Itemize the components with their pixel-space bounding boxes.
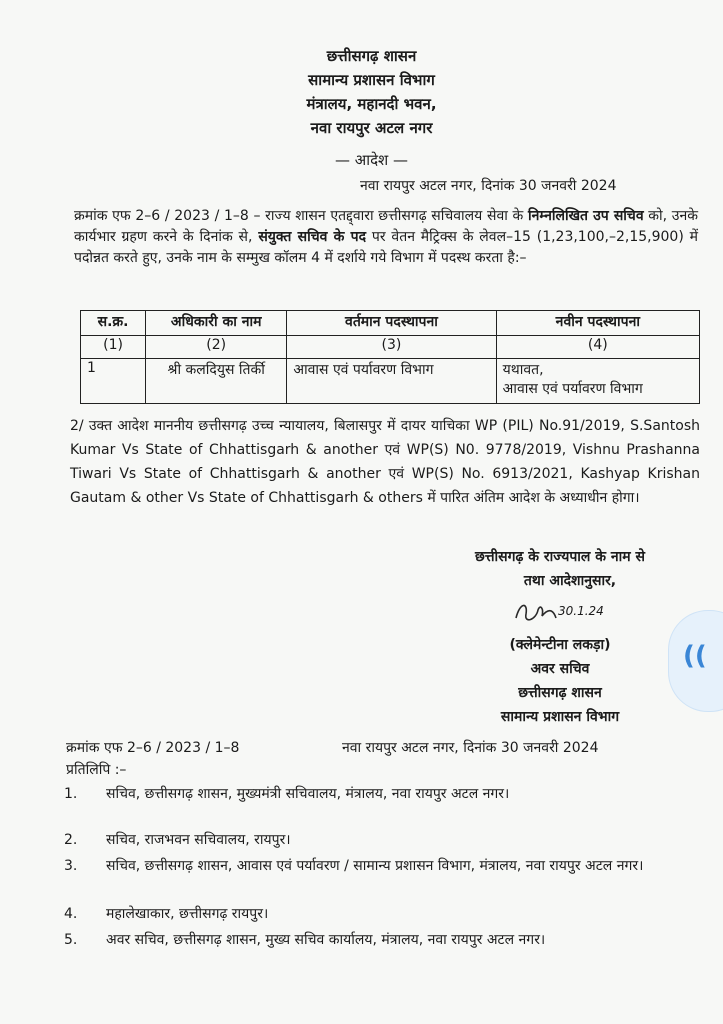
list-item: [64, 784, 704, 824]
header-ministry: मंत्रालय, महानदी भवन,: [306, 95, 437, 113]
para1-bold-1: निम्नलिखित उप सचिव: [527, 208, 644, 224]
signature-date: 30.1.24: [558, 604, 604, 618]
floating-overlay-button[interactable]: [668, 610, 723, 712]
order-paragraph-2: 2/ उक्त आदेश माननीय छत्तीसगढ़ उच्च न्यायालय, बिलासपुर में दायर याचिका WP (PIL) No.91/2019, S.Santosh Kumar Vs State of Chhattisgarh & another एवं WP(S) N0. 9778/2019, Vishnu Prashanna Tiwari Vs State of Chhattisgarh & another एवं WP(S) No. 6913/2021, Kashyap Krishan Gautam & other Vs State of Chhattisgarh & others में पारित अंतिम आदेश के अध्याधीन होगा।: [70, 418, 700, 506]
para1-text-2: को, उनके कार्यभार ग्रहण करने के दिनांक से,: [74, 208, 698, 245]
table-cell-name: श्री कलदियुस तिर्की: [146, 359, 287, 404]
table-row: [81, 359, 700, 404]
para1-bold-2: संयुक्त सचिव के पद: [258, 229, 367, 245]
list-item-text: सचिव, छत्तीसगढ़ शासन, आवास एवं पर्यावरण / सामान्य प्रशासन विभाग, मंत्रालय, नवा रायपुर अटल नगर।: [106, 858, 644, 874]
handwritten-signature: [510, 598, 620, 628]
list-item-number: 3.: [64, 858, 78, 874]
order-place-date: नवा रायपुर अटल नगर, दिनांक 30 जनवरी 2024: [360, 178, 617, 194]
list-item-number: 1.: [64, 786, 78, 802]
table-header-name: अधिकारी का नाम: [146, 311, 287, 336]
list-item: [64, 856, 704, 896]
table-cell-new: [496, 359, 699, 404]
para1-text-1: क्रमांक एफ 2–6 / 2023 / 1–8 – राज्य शासन एतद्द्वारा छत्तीसगढ़ सचिवालय सेवा के: [74, 208, 528, 224]
table-number-2: (2): [146, 336, 287, 359]
endorsement-copy-to: प्रतिलिपि :–: [66, 762, 127, 778]
table-cell-new-line1: यथावत,: [502, 362, 544, 378]
signature-authority-line1: छत्तीसगढ़ के राज्यपाल के नाम से: [475, 549, 645, 565]
list-item: [64, 830, 704, 850]
list-item-number: 5.: [64, 932, 78, 948]
posting-table: [80, 310, 700, 404]
signatory-office: छत्तीसगढ़ शासन: [518, 685, 602, 701]
list-item-number: 2.: [64, 832, 78, 848]
header-government: छत्तीसगढ़ शासन: [326, 47, 417, 65]
header-city: नवा रायपुर अटल नगर: [310, 119, 433, 137]
signatory-name: (क्लेमेन्टीना लकड़ा): [509, 637, 611, 653]
table-number-row: [81, 336, 700, 359]
table-number-1: (1): [81, 336, 146, 359]
table-cell-current: आवास एवं पर्यावरण विभाग: [287, 359, 496, 404]
table-cell-new-line2: आवास एवं पर्यावरण विभाग: [502, 381, 643, 397]
endorsement-place-date: नवा रायपुर अटल नगर, दिनांक 30 जनवरी 2024: [342, 740, 599, 756]
signatory-designation: अवर सचिव: [530, 661, 590, 677]
list-item: [64, 904, 704, 924]
signature-authority-line2: तथा आदेशानुसार,: [523, 573, 617, 589]
signatory-department: सामान्य प्रशासन विभाग: [500, 709, 620, 725]
header-department: सामान्य प्रशासन विभाग: [308, 71, 435, 89]
table-header-row: [81, 311, 700, 336]
list-item: [64, 930, 704, 970]
list-item-text: सचिव, छत्तीसगढ़ शासन, मुख्यमंत्री सचिवालय, मंत्रालय, नवा रायपुर अटल नगर।: [106, 786, 510, 802]
list-item-text: सचिव, राजभवन सचिवालय, रायपुर।: [106, 832, 291, 848]
order-paragraph-1: [74, 206, 698, 269]
table-header-new: नवीन पदस्थापना: [496, 311, 699, 336]
endorsement-ref: क्रमांक एफ 2–6 / 2023 / 1–8: [66, 740, 240, 756]
sound-wave-icon: ((: [683, 641, 707, 671]
table-cell-sno: 1: [81, 359, 146, 404]
para1-text-3: पर वेतन मैट्रिक्स के लेवल–15 (1,23,100,–2,15,900) में पदोन्नत करते हुए, उनके नाम के सम्मुख कॉलम 4 में दर्शाये गये विभाग में पदस्थ करता है:–: [74, 229, 699, 266]
order-title: — आदेश —: [334, 151, 409, 169]
table-header-sno: स.क्र.: [81, 311, 146, 336]
list-item-number: 4.: [64, 906, 78, 922]
table-header-current: वर्तमान पदस्थापना: [287, 311, 496, 336]
list-item-text: महालेखाकार, छत्तीसगढ़ रायपुर।: [106, 906, 269, 922]
table-number-3: (3): [287, 336, 496, 359]
table-number-4: (4): [496, 336, 699, 359]
list-item-text: अवर सचिव, छत्तीसगढ़ शासन, मुख्य सचिव कार्यालय, मंत्रालय, नवा रायपुर अटल नगर।: [106, 932, 546, 948]
